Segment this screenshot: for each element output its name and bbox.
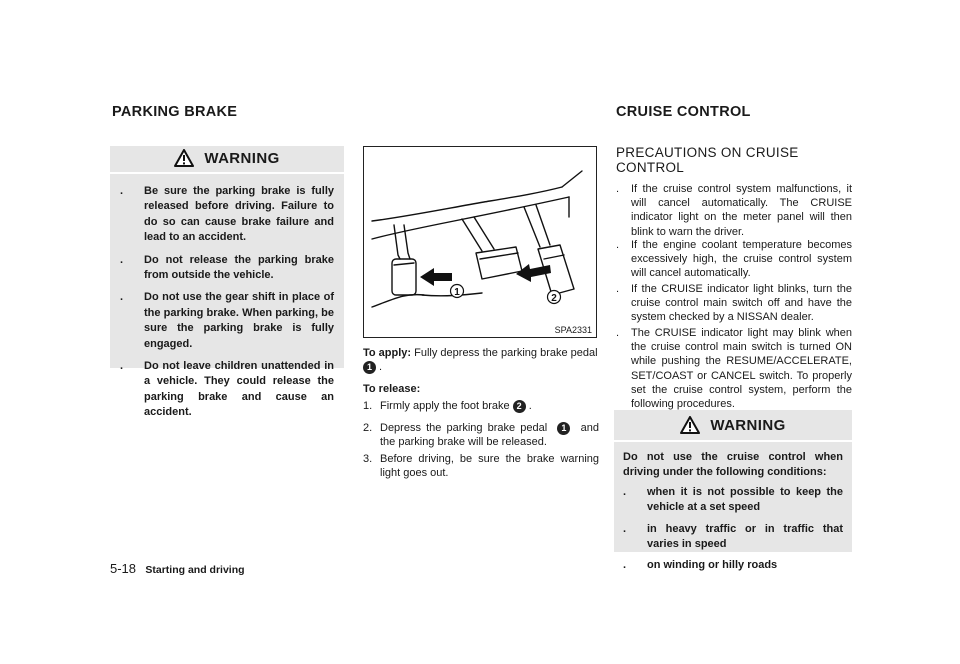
footer-section-name: Starting and driving [145, 564, 245, 576]
cruise-control-warning-box [614, 410, 852, 572]
apply-instruction: To apply: Fully depress the parking brake pedal 1 . [363, 347, 598, 374]
warning-header [110, 146, 344, 170]
reference-marker: 2 [513, 400, 526, 413]
warning-item: . Be sure the parking brake is fully released before driving. Failure to do so can cause brake failure and lead to an accident. [120, 185, 334, 244]
precaution-item: . The CRUISE indicator light may blink when the cruise control main switch is turned ON while pushing the RESUME/ACCELERATE, SET/COAST or CANCEL switch. To properly set the cruise control system, perform the following procedures. [616, 327, 852, 411]
parking-brake-title: PARKING BRAKE [112, 104, 238, 120]
pedal-illustration [363, 146, 597, 338]
warning-item: . Do not release the parking brake from outside the vehicle. [120, 253, 334, 282]
warning-heading: WARNING [204, 149, 280, 167]
release-step: 2. Depress the parking brake pedal 1 and the parking brake will be released. [363, 422, 599, 449]
warning-item: . Do not leave children unattended in a vehicle. They could release the parking brake and cause an accident. [120, 360, 334, 419]
svg-text:2: 2 [551, 293, 557, 304]
page-footer [110, 561, 245, 576]
precaution-item: . If the engine coolant temperature becomes excessively high, the cruise control system will cancel automatically. [616, 239, 852, 280]
apply-label: To apply: [363, 347, 412, 359]
release-step: 1. Firmly apply the foot brake 2 . [363, 400, 532, 412]
warning-item: . on winding or hilly roads [623, 559, 778, 572]
warning-heading: WARNING [710, 416, 786, 434]
warning-triangle-icon [174, 149, 194, 167]
pedal-drawing [364, 147, 596, 337]
warning-list [110, 174, 344, 421]
release-label: To release: [363, 383, 421, 395]
warning-intro: Do not use the cruise control when driving under the following conditions: [623, 451, 843, 479]
warning-item: . Do not use the gear shift in place of the parking brake. When parking, be sure the parking brake is fully engaged. [120, 291, 334, 350]
warning-item: . in heavy traffic or in traffic that varies in speed [623, 522, 843, 551]
svg-text:1: 1 [454, 287, 460, 298]
release-step: 3. Before driving, be sure the brake warning light goes out. [363, 453, 599, 480]
apply-text: Fully depress the parking brake pedal [414, 347, 598, 359]
warning-triangle-icon [680, 416, 700, 434]
callout-1 [451, 285, 464, 299]
precaution-item: . If the CRUISE indicator light blinks, turn the cruise control main switch off and have the system checked by a NISSAN dealer. [616, 283, 852, 324]
callout-2 [548, 291, 561, 305]
reference-marker: 1 [557, 422, 570, 435]
figure-caption: SPA2331 [554, 325, 592, 335]
reference-marker: 1 [363, 361, 376, 374]
page-number: 5-18 [110, 561, 137, 576]
warning-item: . when it is not possible to keep the vehicle at a set speed [623, 485, 843, 514]
precautions-subheading: PRECAUTIONS ON CRUISE CONTROL [616, 145, 799, 175]
warning-list [614, 485, 852, 574]
cruise-control-title: CRUISE CONTROL [616, 104, 751, 120]
warning-header [614, 410, 852, 440]
precaution-item: . If the cruise control system malfunctions, it will cancel automatically. The CRUISE indicator light on the meter panel will then blink to warn the driver. [616, 183, 852, 238]
parking-brake-warning-box [110, 146, 344, 419]
